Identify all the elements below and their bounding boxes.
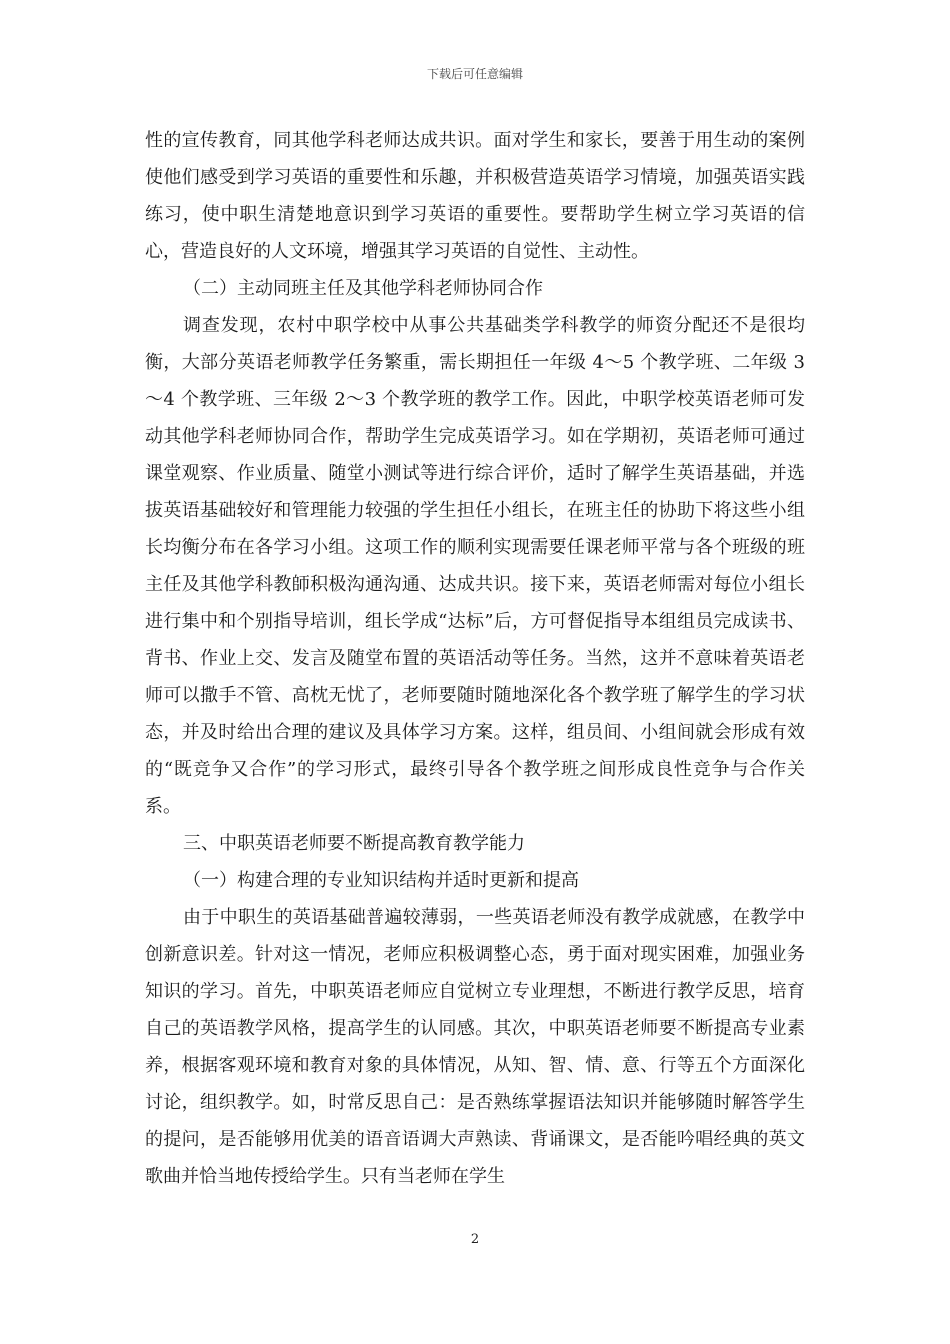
page-header: 下载后可任意编辑 <box>426 67 523 81</box>
section-heading-cooperation: （二）主动同班主任及其他学科老师协同合作 <box>183 278 543 299</box>
subsection-heading-knowledge-structure: （一）构建合理的专业知识结构并适时更新和提高 <box>183 870 579 891</box>
paragraph-survey: 调查发现，农村中职学校中从事公共基础类学科教学的师资分配还不是很均衡，大部分英语老师教学任务繁重，需长期担任一年级 4～5 个教学班、二年级 3～4 个教学班、三年级 2～3 个教学班的教学工作。因此，中职学校英语老师可发动其他学科老师协同合作，帮助学生完成英语学习。如在学期初，英语老师可通过课堂观察、作业质量、随堂小测试等进行综合评价，适时了解学生英语基础，并选拔英语基础较好和管理能力较强的学生担任小组长，在班主任的协助下将这些小组长均衡分布在各学习小组。这项工作的顺利实现需要任课老师平常与各个班级的班主任及其他学科教師积极沟通沟通、达成共识。接下来，英语老师需对每位小组长进行集中和个别指导培训，组长学成“达标”后，方可督促指导本组组员完成读书、背书、作业上交、发言及随堂布置的英语活动等任务。当然，这并不意味着英语老师可以撒手不管、高枕无忧了，老师要随时随地深化各个教学班了解学生的学习状态，并及时给出合理的建议及具体学习方案。这样，组员间、小组间就会形成有效的“既竞争又合作”的学习形式，最终引导各个教学班之间形成良性竞争与合作关系。 <box>145 315 805 817</box>
section-heading-teaching-ability: 三、中职英语老师要不断提高教育教学能力 <box>183 833 525 854</box>
document-body <box>145 122 805 1195</box>
paragraph-continuation: 性的宣传教育，同其他学科老师达成共识。面对学生和家长，要善于用生动的案例使他们感受到学习英语的重要性和乐趣，并积极营造英语学习情境，加强英语实践练习，使中职生清楚地意识到学习英语的重要性。要帮助学生树立学习英语的信心，营造良好的人文环境，增强其学习英语的自觉性、主动性。 <box>145 130 805 262</box>
paragraph-knowledge: 由于中职生的英语基础普遍较薄弱，一些英语老师没有教学成就感，在教学中创新意识差。针对这一情况，老师应积极调整心态，勇于面对现实困难，加强业务知识的学习。首先，中职英语老师应自觉树立专业理想，不断进行教学反思，培育自己的英语教学风格，提高学生的认同感。其次，中职英语老师要不断提高专业素养，根据客观环境和教育对象的具体情况，从知、智、情、意、行等五个方面深化讨论，组织教学。如，时常反思自己：是否熟练掌握语法知识并能够随时解答学生的提问，是否能够用优美的语音语调大声熟读、背诵课文，是否能吟唱经典的英文歌曲并恰当地传授给学生。只有当老师在学生 <box>145 907 805 1187</box>
page-number: 2 <box>470 1232 480 1247</box>
